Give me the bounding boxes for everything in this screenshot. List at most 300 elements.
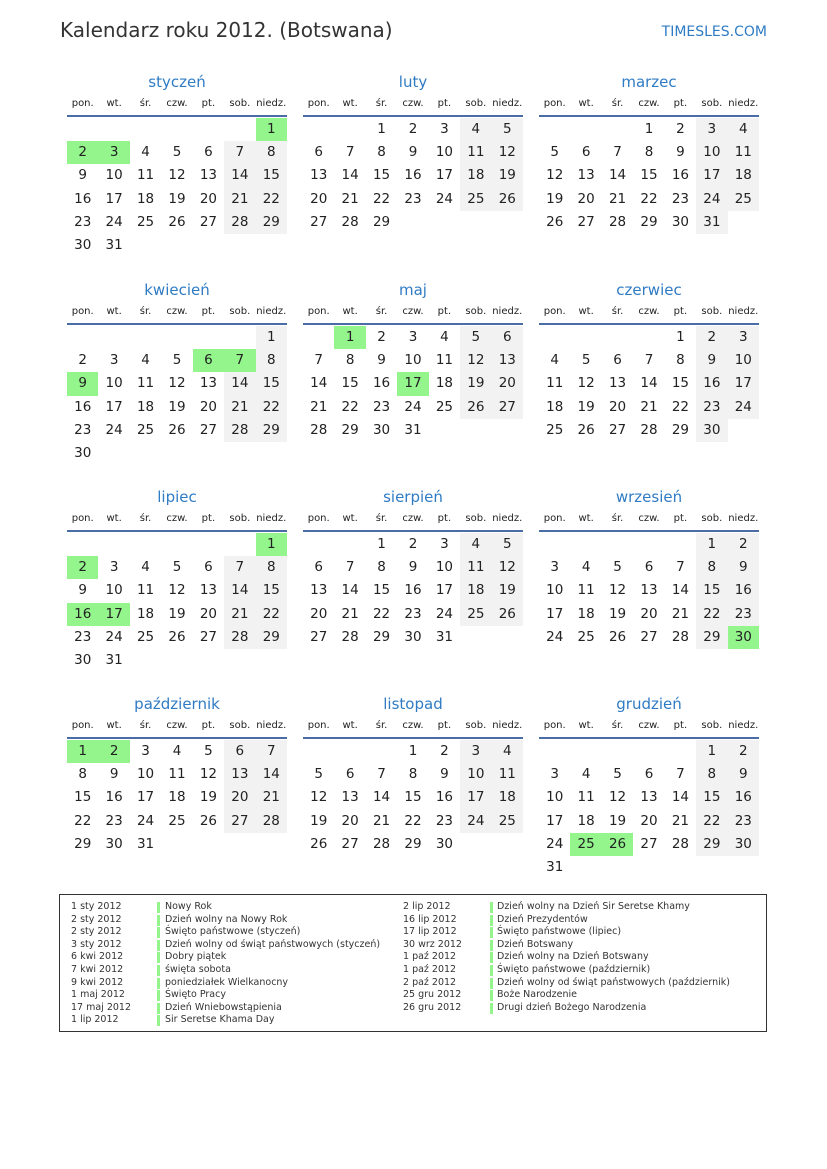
day-cell[interactable]: 29 [256, 626, 287, 649]
day-cell[interactable]: 3 [460, 740, 491, 763]
day-cell[interactable]: 19 [546, 190, 564, 207]
day-cell[interactable]: 1 [377, 121, 386, 137]
holiday-day-cell[interactable]: 2 [67, 141, 98, 164]
day-cell[interactable]: 19 [199, 789, 218, 806]
day-cell[interactable]: 11 [136, 167, 155, 184]
day-cell[interactable]: 16 [74, 190, 92, 207]
day-cell[interactable]: 6 [204, 144, 213, 161]
day-cell[interactable]: 25 [546, 421, 564, 438]
brand-link[interactable]: TIMESLES.COM [661, 24, 767, 40]
day-cell[interactable]: 27 [310, 628, 328, 645]
day-cell[interactable]: 4 [728, 118, 759, 141]
day-cell[interactable]: 3 [728, 326, 759, 349]
day-cell[interactable]: 24 [728, 396, 759, 419]
holiday-day-cell[interactable]: 9 [67, 372, 98, 395]
day-cell[interactable]: 8 [256, 556, 287, 579]
day-cell[interactable]: 5 [613, 766, 622, 783]
day-cell[interactable]: 29 [372, 628, 391, 645]
day-cell[interactable]: 10 [728, 349, 759, 372]
day-cell[interactable]: 10 [435, 144, 454, 161]
day-cell[interactable]: 10 [105, 167, 123, 184]
day-cell[interactable]: 14 [341, 167, 359, 184]
day-cell[interactable]: 28 [640, 421, 658, 438]
day-cell[interactable]: 20 [608, 398, 627, 415]
day-cell[interactable]: 31 [435, 628, 454, 645]
day-cell[interactable]: 27 [577, 213, 595, 230]
day-cell[interactable]: 5 [550, 144, 559, 161]
day-cell[interactable]: 26 [608, 628, 627, 645]
day-cell[interactable]: 31 [696, 211, 727, 234]
day-cell[interactable]: 23 [74, 213, 92, 230]
day-cell[interactable]: 5 [172, 352, 182, 369]
day-cell[interactable]: 4 [141, 144, 150, 161]
day-cell[interactable]: 24 [136, 812, 155, 829]
day-cell[interactable]: 2 [440, 743, 449, 759]
day-cell[interactable]: 27 [199, 421, 218, 438]
day-cell[interactable]: 14 [341, 582, 359, 599]
day-cell[interactable]: 15 [372, 582, 391, 599]
day-cell[interactable]: 18 [728, 164, 759, 187]
day-cell[interactable]: 14 [256, 763, 287, 786]
day-cell[interactable]: 24 [404, 398, 422, 415]
day-cell[interactable]: 20 [199, 605, 218, 622]
day-cell[interactable]: 30 [105, 835, 123, 852]
day-cell[interactable]: 12 [168, 375, 186, 392]
day-cell[interactable]: 27 [492, 396, 523, 419]
day-cell[interactable]: 7 [676, 766, 685, 783]
holiday-day-cell[interactable]: 1 [256, 533, 287, 556]
day-cell[interactable]: 3 [440, 121, 449, 137]
day-cell[interactable]: 13 [310, 582, 328, 599]
day-cell[interactable]: 15 [74, 789, 92, 806]
day-cell[interactable]: 12 [460, 349, 491, 372]
day-cell[interactable]: 11 [168, 766, 186, 783]
day-cell[interactable]: 24 [546, 628, 564, 645]
day-cell[interactable]: 16 [404, 167, 422, 184]
day-cell[interactable]: 3 [550, 766, 559, 783]
day-cell[interactable]: 6 [314, 559, 323, 576]
day-cell[interactable]: 17 [435, 167, 454, 184]
day-cell[interactable]: 1 [676, 329, 685, 345]
day-cell[interactable]: 18 [168, 789, 186, 806]
day-cell[interactable]: 31 [136, 835, 155, 852]
day-cell[interactable]: 27 [310, 213, 328, 230]
day-cell[interactable]: 8 [377, 559, 386, 576]
day-cell[interactable]: 22 [256, 603, 287, 626]
day-cell[interactable]: 25 [136, 628, 155, 645]
day-cell[interactable]: 11 [577, 582, 595, 599]
day-cell[interactable]: 14 [224, 372, 255, 395]
day-cell[interactable]: 21 [310, 398, 328, 415]
day-cell[interactable]: 8 [256, 349, 287, 372]
day-cell[interactable]: 13 [640, 582, 658, 599]
day-cell[interactable]: 28 [224, 419, 255, 442]
day-cell[interactable]: 8 [696, 763, 727, 786]
day-cell[interactable]: 29 [696, 626, 727, 649]
day-cell[interactable]: 23 [696, 396, 727, 419]
day-cell[interactable]: 8 [696, 556, 727, 579]
day-cell[interactable]: 6 [581, 144, 591, 161]
holiday-day-cell[interactable]: 30 [728, 626, 759, 649]
day-cell[interactable]: 7 [676, 559, 685, 576]
day-cell[interactable]: 7 [377, 766, 386, 783]
holiday-day-cell[interactable]: 17 [98, 603, 129, 626]
holiday-day-cell[interactable]: 2 [67, 556, 98, 579]
day-cell[interactable]: 7 [256, 740, 287, 763]
day-cell[interactable]: 31 [105, 651, 123, 668]
day-cell[interactable]: 15 [256, 164, 287, 187]
day-cell[interactable]: 25 [460, 603, 491, 626]
day-cell[interactable]: 7 [224, 556, 255, 579]
day-cell[interactable]: 12 [492, 141, 523, 164]
day-cell[interactable]: 29 [671, 421, 690, 438]
day-cell[interactable]: 23 [372, 398, 391, 415]
day-cell[interactable]: 12 [168, 167, 186, 184]
day-cell[interactable]: 6 [204, 559, 213, 576]
day-cell[interactable]: 17 [105, 190, 123, 207]
day-cell[interactable]: 4 [581, 766, 591, 783]
day-cell[interactable]: 12 [577, 375, 595, 392]
day-cell[interactable]: 27 [224, 810, 255, 833]
day-cell[interactable]: 20 [640, 812, 658, 829]
day-cell[interactable]: 5 [492, 533, 523, 556]
day-cell[interactable]: 29 [372, 213, 391, 230]
day-cell[interactable]: 26 [460, 396, 491, 419]
day-cell[interactable]: 18 [460, 164, 491, 187]
day-cell[interactable]: 14 [608, 167, 627, 184]
day-cell[interactable]: 19 [608, 605, 627, 622]
day-cell[interactable]: 22 [256, 396, 287, 419]
day-cell[interactable]: 22 [372, 605, 391, 622]
day-cell[interactable]: 13 [224, 763, 255, 786]
day-cell[interactable]: 14 [310, 375, 328, 392]
day-cell[interactable]: 20 [577, 190, 595, 207]
day-cell[interactable]: 11 [460, 141, 491, 164]
day-cell[interactable]: 15 [404, 789, 422, 806]
day-cell[interactable]: 16 [435, 789, 454, 806]
day-cell[interactable]: 10 [404, 352, 422, 369]
day-cell[interactable]: 8 [676, 352, 685, 369]
day-cell[interactable]: 1 [696, 740, 727, 763]
day-cell[interactable]: 18 [136, 605, 155, 622]
day-cell[interactable]: 17 [435, 582, 454, 599]
day-cell[interactable]: 24 [460, 810, 491, 833]
day-cell[interactable]: 5 [460, 326, 491, 349]
day-cell[interactable]: 26 [492, 188, 523, 211]
day-cell[interactable]: 6 [613, 352, 622, 369]
day-cell[interactable]: 24 [105, 213, 123, 230]
day-cell[interactable]: 23 [74, 628, 92, 645]
day-cell[interactable]: 4 [581, 559, 591, 576]
day-cell[interactable]: 19 [577, 398, 595, 415]
day-cell[interactable]: 2 [408, 536, 418, 552]
day-cell[interactable]: 9 [696, 349, 727, 372]
day-cell[interactable]: 9 [408, 144, 418, 161]
day-cell[interactable]: 9 [109, 766, 119, 783]
day-cell[interactable]: 24 [696, 188, 727, 211]
day-cell[interactable]: 12 [168, 582, 186, 599]
day-cell[interactable]: 20 [341, 812, 359, 829]
day-cell[interactable]: 20 [492, 372, 523, 395]
day-cell[interactable]: 12 [546, 167, 564, 184]
day-cell[interactable]: 14 [224, 164, 255, 187]
day-cell[interactable]: 5 [314, 766, 323, 783]
day-cell[interactable]: 24 [435, 190, 454, 207]
day-cell[interactable]: 22 [696, 603, 727, 626]
day-cell[interactable]: 4 [460, 118, 491, 141]
day-cell[interactable]: 13 [310, 167, 328, 184]
day-cell[interactable]: 27 [640, 835, 658, 852]
day-cell[interactable]: 12 [199, 766, 218, 783]
day-cell[interactable]: 4 [492, 740, 523, 763]
day-cell[interactable]: 25 [728, 188, 759, 211]
day-cell[interactable]: 29 [256, 211, 287, 234]
day-cell[interactable]: 28 [341, 213, 359, 230]
day-cell[interactable]: 24 [105, 421, 123, 438]
day-cell[interactable]: 16 [728, 786, 759, 809]
day-cell[interactable]: 22 [696, 810, 727, 833]
day-cell[interactable]: 5 [172, 144, 182, 161]
day-cell[interactable]: 28 [671, 628, 690, 645]
day-cell[interactable]: 9 [408, 559, 418, 576]
day-cell[interactable]: 26 [199, 812, 218, 829]
day-cell[interactable]: 2 [78, 352, 87, 369]
day-cell[interactable]: 19 [168, 190, 186, 207]
day-cell[interactable]: 30 [696, 419, 727, 442]
day-cell[interactable]: 25 [136, 213, 155, 230]
day-cell[interactable]: 28 [341, 628, 359, 645]
day-cell[interactable]: 23 [404, 190, 422, 207]
day-cell[interactable]: 2 [377, 329, 386, 345]
day-cell[interactable]: 25 [136, 421, 155, 438]
day-cell[interactable]: 6 [224, 740, 255, 763]
holiday-day-cell[interactable]: 1 [334, 326, 365, 349]
day-cell[interactable]: 30 [74, 651, 92, 668]
holiday-day-cell[interactable]: 16 [67, 603, 98, 626]
day-cell[interactable]: 25 [168, 812, 186, 829]
day-cell[interactable]: 16 [728, 579, 759, 602]
day-cell[interactable]: 26 [168, 421, 186, 438]
holiday-day-cell[interactable]: 1 [256, 118, 287, 141]
day-cell[interactable]: 19 [608, 812, 627, 829]
day-cell[interactable]: 15 [372, 167, 391, 184]
day-cell[interactable]: 7 [345, 144, 355, 161]
day-cell[interactable]: 16 [105, 789, 123, 806]
day-cell[interactable]: 5 [204, 743, 213, 759]
day-cell[interactable]: 9 [728, 556, 759, 579]
day-cell[interactable]: 10 [435, 559, 454, 576]
day-cell[interactable]: 12 [608, 582, 627, 599]
day-cell[interactable]: 2 [696, 326, 727, 349]
day-cell[interactable]: 3 [109, 559, 119, 576]
holiday-day-cell[interactable]: 26 [602, 833, 633, 856]
day-cell[interactable]: 28 [372, 835, 391, 852]
day-cell[interactable]: 18 [136, 398, 155, 415]
day-cell[interactable]: 13 [199, 582, 218, 599]
day-cell[interactable]: 18 [136, 190, 155, 207]
holiday-day-cell[interactable]: 1 [67, 740, 98, 763]
day-cell[interactable]: 16 [74, 398, 92, 415]
day-cell[interactable]: 31 [105, 236, 123, 253]
day-cell[interactable]: 23 [404, 605, 422, 622]
day-cell[interactable]: 6 [345, 766, 355, 783]
day-cell[interactable]: 26 [168, 628, 186, 645]
day-cell[interactable]: 11 [460, 556, 491, 579]
day-cell[interactable]: 29 [640, 213, 658, 230]
day-cell[interactable]: 20 [640, 605, 658, 622]
day-cell[interactable]: 21 [341, 605, 359, 622]
day-cell[interactable]: 20 [199, 398, 218, 415]
day-cell[interactable]: 3 [109, 352, 119, 369]
day-cell[interactable]: 18 [435, 375, 454, 392]
day-cell[interactable]: 29 [404, 835, 422, 852]
day-cell[interactable]: 19 [492, 164, 523, 187]
day-cell[interactable]: 21 [341, 190, 359, 207]
day-cell[interactable]: 22 [341, 398, 359, 415]
day-cell[interactable]: 12 [492, 556, 523, 579]
day-cell[interactable]: 28 [671, 835, 690, 852]
day-cell[interactable]: 21 [224, 603, 255, 626]
day-cell[interactable]: 29 [341, 421, 359, 438]
day-cell[interactable]: 22 [74, 812, 92, 829]
holiday-day-cell[interactable]: 6 [193, 349, 224, 372]
day-cell[interactable]: 4 [550, 352, 559, 369]
day-cell[interactable]: 28 [224, 626, 255, 649]
day-cell[interactable]: 3 [408, 329, 418, 345]
day-cell[interactable]: 10 [460, 763, 491, 786]
day-cell[interactable]: 3 [141, 743, 150, 759]
day-cell[interactable]: 30 [728, 833, 759, 856]
day-cell[interactable]: 2 [728, 740, 759, 763]
day-cell[interactable]: 31 [546, 858, 564, 875]
day-cell[interactable]: 15 [256, 372, 287, 395]
day-cell[interactable]: 23 [435, 812, 454, 829]
day-cell[interactable]: 30 [404, 628, 422, 645]
day-cell[interactable]: 19 [310, 812, 328, 829]
day-cell[interactable]: 28 [310, 421, 328, 438]
day-cell[interactable]: 12 [310, 789, 328, 806]
day-cell[interactable]: 14 [671, 582, 690, 599]
day-cell[interactable]: 21 [671, 605, 690, 622]
day-cell[interactable]: 10 [696, 141, 727, 164]
day-cell[interactable]: 7 [613, 144, 622, 161]
day-cell[interactable]: 17 [728, 372, 759, 395]
day-cell[interactable]: 11 [546, 375, 564, 392]
day-cell[interactable]: 24 [105, 628, 123, 645]
day-cell[interactable]: 27 [199, 213, 218, 230]
day-cell[interactable]: 17 [546, 605, 564, 622]
day-cell[interactable]: 18 [577, 812, 595, 829]
day-cell[interactable]: 6 [492, 326, 523, 349]
day-cell[interactable]: 30 [74, 236, 92, 253]
day-cell[interactable]: 10 [105, 582, 123, 599]
day-cell[interactable]: 9 [728, 763, 759, 786]
day-cell[interactable]: 15 [696, 786, 727, 809]
day-cell[interactable]: 8 [78, 766, 87, 783]
day-cell[interactable]: 5 [613, 559, 622, 576]
day-cell[interactable]: 15 [640, 167, 658, 184]
day-cell[interactable]: 30 [74, 444, 92, 461]
day-cell[interactable]: 5 [581, 352, 591, 369]
day-cell[interactable]: 15 [696, 579, 727, 602]
day-cell[interactable]: 23 [105, 812, 123, 829]
day-cell[interactable]: 12 [608, 789, 627, 806]
day-cell[interactable]: 17 [546, 812, 564, 829]
day-cell[interactable]: 8 [408, 766, 418, 783]
holiday-day-cell[interactable]: 7 [224, 349, 255, 372]
day-cell[interactable]: 8 [377, 144, 386, 161]
day-cell[interactable]: 7 [345, 559, 355, 576]
day-cell[interactable]: 13 [492, 349, 523, 372]
day-cell[interactable]: 8 [345, 352, 355, 369]
day-cell[interactable]: 21 [372, 812, 391, 829]
day-cell[interactable]: 11 [136, 582, 155, 599]
day-cell[interactable]: 23 [728, 603, 759, 626]
day-cell[interactable]: 30 [671, 213, 690, 230]
day-cell[interactable]: 29 [256, 419, 287, 442]
day-cell[interactable]: 24 [435, 605, 454, 622]
day-cell[interactable]: 22 [404, 812, 422, 829]
day-cell[interactable]: 11 [492, 763, 523, 786]
day-cell[interactable]: 14 [640, 375, 658, 392]
holiday-day-cell[interactable]: 25 [570, 833, 601, 856]
day-cell[interactable]: 29 [696, 833, 727, 856]
day-cell[interactable]: 5 [492, 118, 523, 141]
holiday-day-cell[interactable]: 2 [98, 740, 129, 763]
day-cell[interactable]: 1 [256, 326, 287, 349]
day-cell[interactable]: 4 [440, 329, 449, 345]
day-cell[interactable]: 18 [577, 605, 595, 622]
day-cell[interactable]: 1 [644, 121, 654, 137]
day-cell[interactable]: 7 [314, 352, 323, 369]
day-cell[interactable]: 9 [78, 167, 87, 184]
day-cell[interactable]: 2 [408, 121, 418, 137]
day-cell[interactable]: 1 [377, 536, 386, 552]
day-cell[interactable]: 17 [696, 164, 727, 187]
day-cell[interactable]: 4 [141, 352, 150, 369]
day-cell[interactable]: 28 [256, 810, 287, 833]
day-cell[interactable]: 9 [676, 144, 685, 161]
day-cell[interactable]: 21 [640, 398, 658, 415]
day-cell[interactable]: 17 [136, 789, 155, 806]
day-cell[interactable]: 24 [546, 835, 564, 852]
day-cell[interactable]: 22 [640, 190, 658, 207]
day-cell[interactable]: 11 [728, 141, 759, 164]
day-cell[interactable]: 27 [608, 421, 627, 438]
day-cell[interactable]: 10 [546, 789, 564, 806]
day-cell[interactable]: 9 [377, 352, 386, 369]
day-cell[interactable]: 30 [372, 421, 391, 438]
day-cell[interactable]: 11 [136, 375, 155, 392]
day-cell[interactable]: 1 [696, 533, 727, 556]
day-cell[interactable]: 13 [640, 789, 658, 806]
day-cell[interactable]: 20 [224, 786, 255, 809]
day-cell[interactable]: 26 [168, 213, 186, 230]
day-cell[interactable]: 19 [460, 372, 491, 395]
day-cell[interactable]: 25 [577, 628, 595, 645]
day-cell[interactable]: 26 [546, 213, 564, 230]
day-cell[interactable]: 6 [314, 144, 323, 161]
day-cell[interactable]: 14 [372, 789, 391, 806]
day-cell[interactable]: 4 [172, 743, 182, 759]
day-cell[interactable]: 4 [141, 559, 150, 576]
day-cell[interactable]: 8 [644, 144, 654, 161]
day-cell[interactable]: 22 [372, 190, 391, 207]
day-cell[interactable]: 3 [696, 118, 727, 141]
day-cell[interactable]: 5 [172, 559, 182, 576]
day-cell[interactable]: 27 [341, 835, 359, 852]
day-cell[interactable]: 1 [408, 743, 418, 759]
